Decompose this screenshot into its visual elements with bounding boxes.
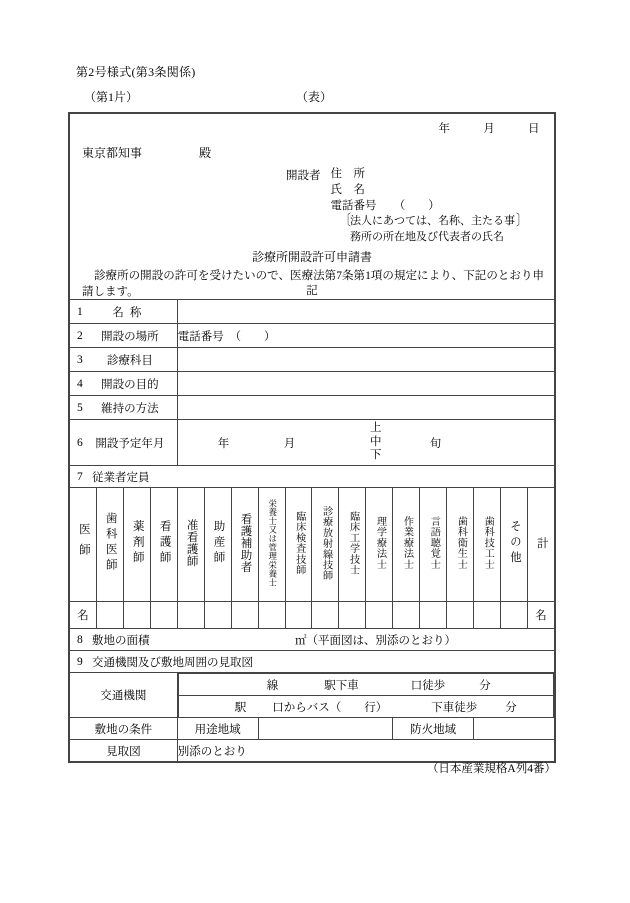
row-value[interactable] [177, 348, 554, 372]
transport-line-1[interactable] [178, 674, 553, 696]
addressee-line [82, 144, 211, 161]
staff-count-cell[interactable] [501, 602, 528, 629]
corporate-note-line1: 法人にあつては、名称、主たる事 [350, 215, 515, 227]
staff-count-cell[interactable] [366, 602, 393, 629]
staff-count-cell[interactable] [177, 602, 204, 629]
row-value[interactable] [177, 396, 554, 420]
brace-right-icon: 〕 [516, 212, 527, 229]
table-row [70, 324, 555, 348]
staff-column-doctor: 医師 [70, 488, 97, 602]
addressee-honorific: 殿 [199, 146, 212, 160]
table-row-transport-heading [70, 651, 555, 673]
sketch-label: 見取図 [106, 745, 141, 758]
date-day: 日 [528, 123, 540, 135]
staff-column-nurse: 看護師 [150, 488, 177, 602]
staff-count-cell[interactable] [258, 602, 285, 629]
row-label: 名称 [112, 306, 148, 319]
staff-count-cell[interactable] [339, 602, 366, 629]
jun-label: 旬 [429, 437, 442, 450]
date-month: 月 [483, 123, 496, 135]
staff-count-cell[interactable] [96, 602, 123, 629]
row-label: 開設の目的 [101, 378, 159, 391]
preamble-text: 診療所の開設の許可を受けたいので、医療法第7条第1項の規定により、下記のとおり申請します。 [82, 270, 544, 298]
row-label: 維持の方法 [101, 402, 159, 415]
table-row-planned-date [70, 420, 555, 466]
transport-label: 交通機関 [100, 690, 147, 702]
form-header-block [70, 114, 554, 299]
addressee-name: 東京都知事 [82, 146, 143, 160]
row-label: 敷地の面積 [92, 634, 150, 647]
row-number: 8 [77, 633, 83, 646]
table-row-sketch [70, 740, 555, 762]
jun-middle-option[interactable]: 中 [370, 435, 382, 448]
applicant-phone-label: 電話番号 （ ） [330, 200, 440, 212]
table-row [70, 348, 555, 372]
site-condition-label: 敷地の条件 [94, 723, 153, 736]
row-number: 1 [77, 305, 83, 318]
table-row [70, 372, 555, 396]
staff-count-cell[interactable] [123, 602, 150, 629]
staff-column-other: その他 [501, 488, 528, 602]
applicant-label: 開設者 [286, 170, 321, 182]
staff-column-pharmacist: 薬剤師 [123, 488, 150, 602]
staff-column-occupational-therapist: 作業療法士 [393, 488, 420, 602]
transport-line-2[interactable] [178, 696, 553, 718]
transport-line2-d: 分 [505, 701, 517, 714]
table-row-site-condition [70, 718, 555, 740]
jun-lower-option[interactable]: 下 [370, 449, 382, 462]
row-number: 9 [77, 655, 83, 668]
corporate-note [340, 214, 525, 245]
row-value[interactable] [177, 300, 554, 324]
row-number: 6 [77, 436, 83, 449]
staff-column-header-row [70, 488, 555, 602]
staff-count-cell[interactable] [474, 602, 501, 629]
staff-column-dental-technician: 歯科技工士 [474, 488, 501, 602]
staff-count-cell[interactable] [231, 602, 258, 629]
sheet-side: （表） [296, 90, 333, 104]
row-number: 2 [77, 329, 83, 342]
row-value[interactable]: 電話番号 （ ） [177, 324, 554, 348]
date-year: 年 [438, 123, 451, 135]
staff-column-clinical-engineer: 臨床工学技士 [339, 488, 366, 602]
staff-count-cell[interactable] [312, 602, 339, 629]
staff-column-dental-hygienist: 歯科衛生士 [447, 488, 474, 602]
staff-column-physical-therapist: 理学療法士 [366, 488, 393, 602]
transport-line1-a: 線 [266, 679, 279, 692]
transport-line1-b: 駅下車 [324, 679, 359, 692]
fire-zone-value[interactable] [474, 718, 555, 740]
staff-column-midwife: 助産師 [204, 488, 231, 602]
row-number: 7 [77, 470, 83, 483]
table-row-site-area [70, 629, 555, 651]
table-row [70, 300, 555, 324]
row-value[interactable] [177, 372, 554, 396]
kiji-marker: 記 [306, 285, 318, 297]
row-label: 開設の場所 [101, 330, 159, 343]
sheet-number: （第1片） [84, 90, 139, 104]
table-row-staff-heading [70, 466, 555, 488]
planned-month-label: 月 [283, 437, 296, 450]
staff-count-cell[interactable] [204, 602, 231, 629]
zone-label: 用途地域 [177, 718, 258, 740]
sketch-value[interactable]: 別添のとおり [177, 740, 554, 762]
application-form-table [68, 112, 556, 763]
staff-column-total: 計 [527, 488, 554, 602]
document-title: 診療所開設許可申請書 [251, 250, 372, 264]
transport-line2-c: 下車徒歩 [431, 701, 478, 714]
applicant-address-label: 住 所 [330, 168, 365, 180]
staff-count-cell[interactable] [447, 602, 474, 629]
planned-year-label: 年 [217, 437, 230, 450]
form-number: 第2号様式(第3条関係) [76, 65, 196, 79]
planned-date-value[interactable] [177, 420, 554, 466]
staff-column-speech-therapist: 言語聴覚士 [420, 488, 447, 602]
row-label: 交通機関及び敷地周囲の見取図 [92, 656, 253, 669]
applicant-block [286, 166, 440, 214]
staff-count-cell[interactable] [150, 602, 177, 629]
transport-line2-a: 駅 [234, 701, 247, 714]
table-row-transport [70, 673, 555, 718]
site-area-unit-note: ㎡（平面図は、別添のとおり） [295, 634, 456, 647]
row-label: 開設予定年月 [95, 437, 165, 450]
brace-left-icon: 〔 [340, 212, 351, 229]
row-label: 従業者定員 [92, 471, 150, 484]
row-number: 3 [77, 353, 83, 366]
row-number: 4 [77, 377, 83, 390]
row-number: 5 [77, 401, 83, 414]
form-header-block-row [70, 114, 555, 300]
fire-zone-label: 防火地域 [393, 718, 474, 740]
applicant-name-label: 氏 名 [330, 184, 365, 196]
transport-line1-d: 分 [479, 679, 491, 692]
transport-line2-b: 口からバス（ 行） [272, 701, 388, 714]
staff-count-cell[interactable] [393, 602, 420, 629]
staff-column-clinical-lab-technician: 臨床検査技師 [285, 488, 312, 602]
staff-column-nursing-aide: 看護補助者 [231, 488, 258, 602]
transport-line1-c: 口徒歩 [410, 679, 446, 692]
staff-count-cell[interactable] [285, 602, 312, 629]
staff-count-row [70, 602, 555, 629]
date-line [439, 120, 541, 136]
staff-column-assistant-nurse: 准看護師 [177, 488, 204, 602]
corporate-note-line2: 務所の所在地及び代表者の氏名 [350, 230, 504, 243]
staff-column-dentist: 歯科医師 [96, 488, 123, 602]
row-label: 診療科目 [106, 354, 153, 367]
staff-column-dietitian: 栄養士又は管理栄養士 [258, 488, 285, 602]
table-row [70, 396, 555, 420]
staff-column-radiologic-technologist: 診療放射線技師 [312, 488, 339, 602]
jun-upper-option[interactable]: 上 [370, 422, 382, 435]
staff-count-unit-first: 名 [70, 602, 97, 629]
staff-count-cell[interactable] [420, 602, 447, 629]
staff-count-unit-last: 名 [527, 602, 554, 629]
jun-selector[interactable] [364, 422, 388, 463]
paper-size-note: （日本産業規格A列4番） [426, 763, 556, 775]
zone-value[interactable] [258, 718, 393, 740]
